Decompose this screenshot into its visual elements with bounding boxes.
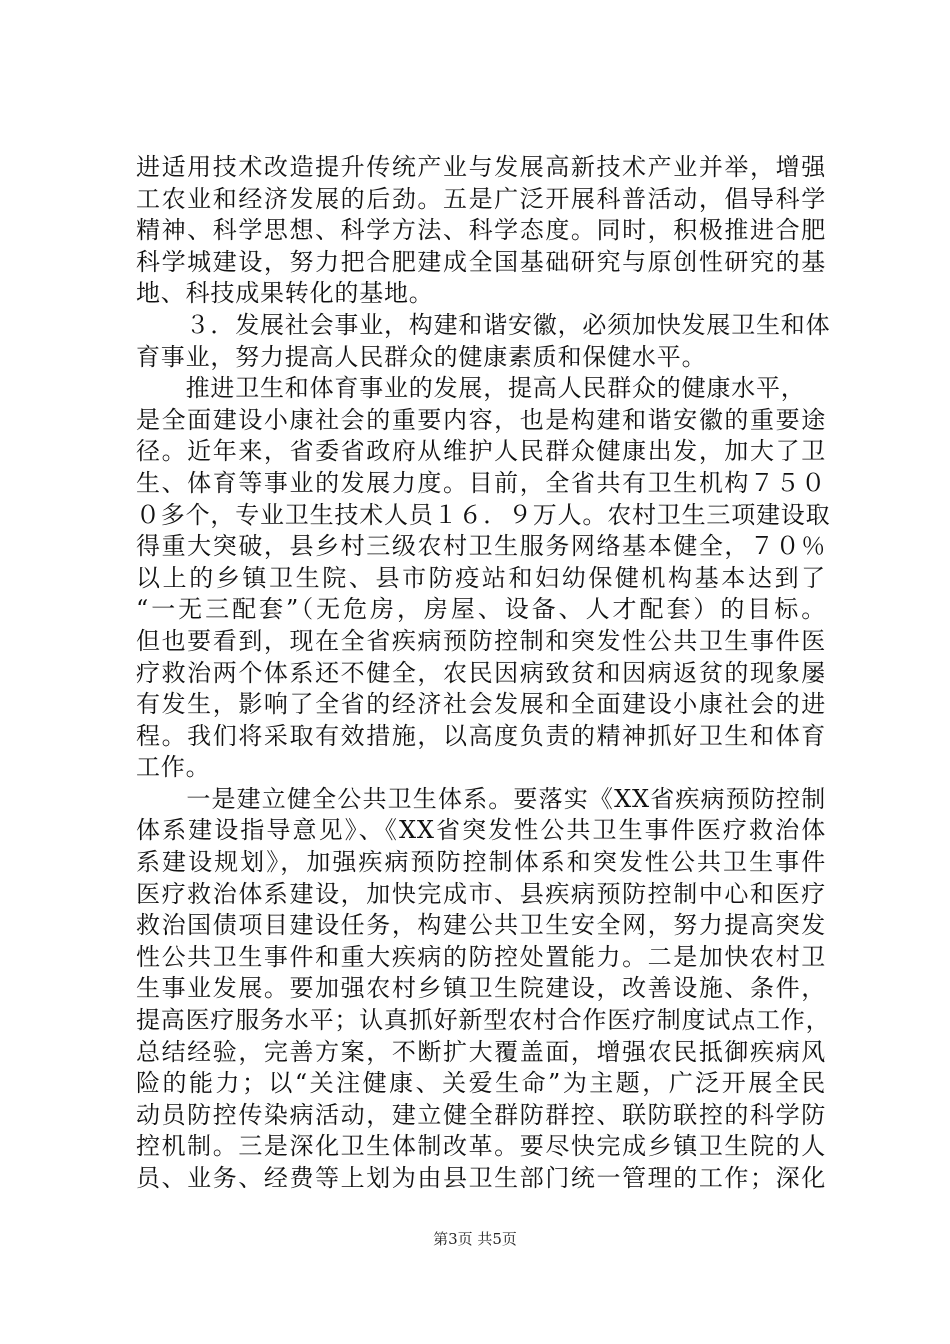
text-line: 育事业，努力提高人民群众的健康素质和保健水平。 — [136, 342, 707, 371]
text-line: 是全面建设小康社会的重要内容，也是构建和谐安徽的重要途 — [136, 405, 826, 434]
text-line: 工农业和经济发展的后劲。五是广泛开展科普活动，倡导科学 — [136, 184, 826, 213]
text-line: 一是建立健全公共卫生体系。要落实《XX省疾病预防控制 — [136, 784, 826, 813]
text-line: 总结经验，完善方案，不断扩大覆盖面，增强农民抵御疾病风 — [136, 1037, 826, 1066]
text-line: 有发生，影响了全省的经济社会发展和全面建设小康社会的进 — [136, 690, 826, 719]
text-line: 医疗救治体系建设，加快完成市、县疾病预防控制中心和医疗 — [136, 879, 826, 908]
text-line: 科学城建设，努力把合肥建成全国基础研究与原创性研究的基 — [136, 247, 826, 276]
page-footer: 第3页 共5页 — [433, 1230, 517, 1248]
text-line: ３．发展社会事业，构建和谐安徽，必须加快发展卫生和体 — [136, 310, 831, 339]
text-line: 险的能力；以“关注健康、关爱生命”为主题，广泛开展全民 — [136, 1069, 826, 1098]
text-line: 径。近年来，省委省政府从维护人民群众健康出发，加大了卫 — [136, 437, 826, 466]
text-line: 工作。 — [136, 753, 211, 782]
text-line: 系建设规划》，加强疾病预防控制体系和突发性公共卫生事件 — [136, 848, 826, 877]
text-line: 员、业务、经费等上划为由县卫生部门统一管理的工作；深化 — [136, 1164, 826, 1192]
text-line: 救治国债项目建设任务，构建公共卫生安全网，努力提高突发 — [136, 911, 826, 940]
body-text — [136, 152, 831, 1195]
text-line: 以上的乡镇卫生院、县市防疫站和妇幼保健机构基本达到了 — [136, 563, 826, 592]
text-line: 疗救治两个体系还不健全，农民因病致贫和因病返贫的现象屡 — [136, 658, 826, 687]
text-line: 性公共卫生事件和重大疾病的防控处置能力。二是加快农村卫 — [136, 942, 826, 971]
text-line: “一无三配套”（无危房，房屋、设备、人才配套）的目标。 — [136, 595, 826, 624]
text-line: 动员防控传染病活动，建立健全群防群控、联防联控的科学防 — [136, 1100, 826, 1129]
text-line: 地、科技成果转化的基地。 — [136, 279, 434, 308]
text-line: 程。我们将采取有效措施，以高度负责的精神抓好卫生和体育 — [136, 721, 826, 750]
text-line: 体系建设指导意见》、《XX省突发性公共卫生事件医疗救治体 — [136, 816, 826, 845]
text-line: 推进卫生和体育事业的发展，提高人民群众的健康水平， — [136, 374, 806, 403]
text-line: 精神、科学思想、科学方法、科学态度。同时，积极推进合肥 — [136, 216, 826, 245]
text-line: 控机制。三是深化卫生体制改革。要尽快完成乡镇卫生院的人 — [136, 1132, 826, 1161]
text-line: 生、体育等事业的发展力度。目前，全省共有卫生机构７５０ — [136, 468, 826, 497]
text-line: 提高医疗服务水平；认真抓好新型农村合作医疗制度试点工作， — [136, 1006, 831, 1035]
text-line: 生事业发展。要加强农村乡镇卫生院建设，改善设施、条件， — [136, 974, 826, 1003]
text-line: ０多个，专业卫生技术人员１６．９万人。农村卫生三项建设取 — [136, 500, 831, 529]
text-line: 进适用技术改造提升传统产业与发展高新技术产业并举，增强 — [136, 153, 826, 181]
text-line: 得重大突破，县乡村三级农村卫生服务网络基本健全，７０％ — [136, 532, 826, 561]
text-line: 但也要看到，现在全省疾病预防控制和突发性公共卫生事件医 — [136, 626, 826, 655]
